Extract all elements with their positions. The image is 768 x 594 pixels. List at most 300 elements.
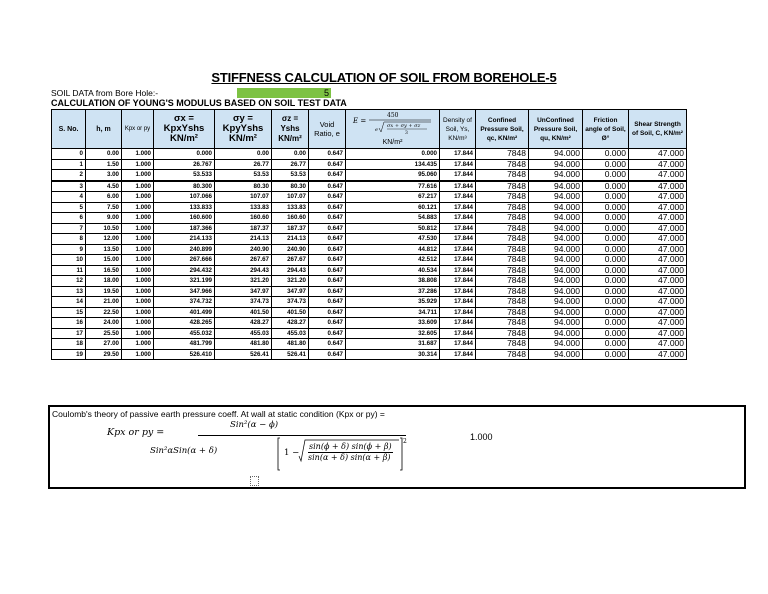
cell-k[interactable]: 1.000	[122, 234, 154, 245]
cell-density[interactable]: 17.844	[440, 318, 476, 329]
cell-depth[interactable]: 9.00	[86, 213, 122, 224]
cell-youngs-modulus[interactable]: 0.000	[346, 149, 440, 160]
table-row	[52, 192, 687, 203]
header-void-ratio: Void Ratio, e	[309, 110, 346, 149]
sigma-x-unit: KN/m²	[170, 133, 198, 144]
cell-sno[interactable]: 2	[52, 170, 86, 181]
cell-density[interactable]: 17.844	[440, 149, 476, 160]
cell-confined-pressure[interactable]: 7848	[476, 318, 529, 329]
cell-youngs-modulus[interactable]: 47.530	[346, 234, 440, 245]
cell-sigma-x[interactable]: 455.032	[154, 328, 215, 339]
cell-shear-strength[interactable]: 47.000	[629, 307, 687, 318]
table-row	[52, 223, 687, 234]
cell-void-ratio[interactable]: 0.647	[309, 297, 346, 308]
cell-youngs-modulus[interactable]: 95.060	[346, 170, 440, 181]
table-row	[52, 181, 687, 192]
cell-youngs-modulus[interactable]: 67.217	[346, 192, 440, 203]
cell-unconfined-pressure[interactable]: 94.000	[529, 328, 583, 339]
cell-void-ratio[interactable]: 0.647	[309, 181, 346, 192]
cell-depth[interactable]: 0.00	[86, 149, 122, 160]
cell-shear-strength[interactable]: 47.000	[629, 159, 687, 170]
cell-density[interactable]: 17.844	[440, 276, 476, 287]
cell-friction-angle[interactable]: 0.000	[583, 202, 629, 213]
cell-void-ratio[interactable]: 0.647	[309, 328, 346, 339]
cell-sigma-x[interactable]: 374.732	[154, 297, 215, 308]
header-sigma-y	[215, 110, 272, 149]
cell-sigma-y[interactable]: 526.41	[215, 349, 272, 360]
cell-k[interactable]: 1.000	[122, 244, 154, 255]
header-sigma-z	[272, 110, 309, 149]
coulomb-formula-box	[48, 405, 746, 489]
cell-depth[interactable]: 27.00	[86, 339, 122, 350]
cell-shear-strength[interactable]: 47.000	[629, 192, 687, 203]
cell-sigma-y[interactable]: 214.13	[215, 234, 272, 245]
cell-shear-strength[interactable]: 47.000	[629, 223, 687, 234]
cell-youngs-modulus[interactable]: 44.812	[346, 244, 440, 255]
cell-shear-strength[interactable]: 47.000	[629, 339, 687, 350]
cell-cursor[interactable]	[250, 476, 259, 486]
cell-youngs-modulus[interactable]: 50.812	[346, 223, 440, 234]
cell-youngs-modulus[interactable]: 31.687	[346, 339, 440, 350]
table-row	[52, 255, 687, 266]
cell-k[interactable]: 1.000	[122, 328, 154, 339]
cell-shear-strength[interactable]: 47.000	[629, 297, 687, 308]
cell-k[interactable]: 1.000	[122, 202, 154, 213]
sigma-y-label: σy = KpyYshs	[222, 113, 264, 134]
cell-sigma-z[interactable]: 26.77	[272, 159, 309, 170]
formula-denominator: Sin²αSin(α + δ)	[150, 446, 218, 456]
cell-sigma-z[interactable]: 187.37	[272, 223, 309, 234]
cell-youngs-modulus[interactable]: 30.314	[346, 349, 440, 360]
cell-void-ratio[interactable]: 0.647	[309, 149, 346, 160]
cell-sigma-z[interactable]: 133.83	[272, 202, 309, 213]
cell-density[interactable]: 17.844	[440, 328, 476, 339]
formula-inner-fraction	[308, 442, 393, 463]
cell-depth[interactable]: 25.50	[86, 328, 122, 339]
cell-density[interactable]: 17.844	[440, 307, 476, 318]
cell-k[interactable]: 1.000	[122, 286, 154, 297]
cell-depth[interactable]: 4.50	[86, 181, 122, 192]
cell-youngs-modulus[interactable]: 54.883	[346, 213, 440, 224]
cell-friction-angle[interactable]: 0.000	[583, 286, 629, 297]
cell-sigma-x[interactable]: 347.966	[154, 286, 215, 297]
cell-youngs-modulus[interactable]: 42.512	[346, 255, 440, 266]
cell-shear-strength[interactable]: 47.000	[629, 181, 687, 192]
cell-unconfined-pressure[interactable]: 94.000	[529, 339, 583, 350]
cell-k[interactable]: 1.000	[122, 255, 154, 266]
cell-k[interactable]: 1.000	[122, 181, 154, 192]
cell-sigma-z[interactable]: 240.90	[272, 244, 309, 255]
cell-sigma-y[interactable]: 374.73	[215, 297, 272, 308]
cell-unconfined-pressure[interactable]: 94.000	[529, 202, 583, 213]
cell-void-ratio[interactable]: 0.647	[309, 223, 346, 234]
cell-density[interactable]: 17.844	[440, 265, 476, 276]
cell-sigma-y[interactable]: 267.67	[215, 255, 272, 266]
cell-depth[interactable]: 13.50	[86, 244, 122, 255]
cell-confined-pressure[interactable]: 7848	[476, 202, 529, 213]
youngs-modulus-unit: KN/m²	[382, 139, 403, 146]
table-row	[52, 149, 687, 160]
cell-k[interactable]: 1.000	[122, 276, 154, 287]
cell-confined-pressure[interactable]: 7848	[476, 159, 529, 170]
cell-depth[interactable]: 1.50	[86, 159, 122, 170]
cell-unconfined-pressure[interactable]: 94.000	[529, 244, 583, 255]
cell-friction-angle[interactable]: 0.000	[583, 339, 629, 350]
cell-sigma-y[interactable]: 240.90	[215, 244, 272, 255]
cell-shear-strength[interactable]: 47.000	[629, 244, 687, 255]
cell-friction-angle[interactable]: 0.000	[583, 234, 629, 245]
cell-unconfined-pressure[interactable]: 94.000	[529, 192, 583, 203]
cell-unconfined-pressure[interactable]: 94.000	[529, 223, 583, 234]
cell-friction-angle[interactable]: 0.000	[583, 318, 629, 329]
cell-void-ratio[interactable]: 0.647	[309, 213, 346, 224]
cell-k[interactable]: 1.000	[122, 297, 154, 308]
cell-sigma-x[interactable]: 26.767	[154, 159, 215, 170]
cell-youngs-modulus[interactable]: 32.605	[346, 328, 440, 339]
cell-unconfined-pressure[interactable]: 94.000	[529, 170, 583, 181]
cell-void-ratio[interactable]: 0.647	[309, 276, 346, 287]
cell-sigma-z[interactable]: 455.03	[272, 328, 309, 339]
cell-depth[interactable]: 29.50	[86, 349, 122, 360]
cell-unconfined-pressure[interactable]: 94.000	[529, 318, 583, 329]
cell-sigma-y[interactable]: 0.00	[215, 149, 272, 160]
cell-friction-angle[interactable]: 0.000	[583, 307, 629, 318]
cell-sigma-x[interactable]: 294.432	[154, 265, 215, 276]
cell-sigma-y[interactable]: 321.20	[215, 276, 272, 287]
cell-sigma-z[interactable]: 321.20	[272, 276, 309, 287]
formula-intro: Coulomb's theory of passive earth pressure coeff. At wall at static condition (Kpx or py) =	[52, 409, 385, 419]
cell-shear-strength[interactable]: 47.000	[629, 202, 687, 213]
header-sno: S. No.	[52, 110, 86, 149]
cell-sno[interactable]: 10	[52, 255, 86, 266]
cell-depth[interactable]: 22.50	[86, 307, 122, 318]
cell-shear-strength[interactable]: 47.000	[629, 255, 687, 266]
header-sigma-x	[154, 110, 215, 149]
cell-k[interactable]: 1.000	[122, 213, 154, 224]
sigma-z-label: σz = Yshs	[280, 114, 300, 133]
table-row	[52, 159, 687, 170]
table-row	[52, 265, 687, 276]
cell-void-ratio[interactable]: 0.647	[309, 244, 346, 255]
cell-friction-angle[interactable]: 0.000	[583, 328, 629, 339]
cell-friction-angle[interactable]: 0.000	[583, 223, 629, 234]
cell-shear-strength[interactable]: 47.000	[629, 276, 687, 287]
cell-density[interactable]: 17.844	[440, 297, 476, 308]
cell-sigma-z[interactable]: 374.73	[272, 297, 309, 308]
cell-depth[interactable]: 19.50	[86, 286, 122, 297]
cell-sigma-x[interactable]: 401.499	[154, 307, 215, 318]
header-youngs-modulus	[346, 110, 440, 149]
cell-depth[interactable]: 18.00	[86, 276, 122, 287]
cell-unconfined-pressure[interactable]: 94.000	[529, 213, 583, 224]
cell-sigma-x[interactable]: 133.833	[154, 202, 215, 213]
cell-sno[interactable]: 19	[52, 349, 86, 360]
svg-text:3: 3	[404, 131, 408, 136]
cell-confined-pressure[interactable]: 7848	[476, 307, 529, 318]
header-confined-pressure: Confined Pressure Soil, qc, KN/m²	[476, 110, 529, 149]
table-row	[52, 297, 687, 308]
cell-unconfined-pressure[interactable]: 94.000	[529, 265, 583, 276]
cell-sno[interactable]: 8	[52, 234, 86, 245]
cell-confined-pressure[interactable]: 7848	[476, 170, 529, 181]
cell-density[interactable]: 17.844	[440, 170, 476, 181]
cell-sno[interactable]: 4	[52, 192, 86, 203]
cell-shear-strength[interactable]: 47.000	[629, 213, 687, 224]
cell-void-ratio[interactable]: 0.647	[309, 192, 346, 203]
cell-shear-strength[interactable]: 47.000	[629, 318, 687, 329]
cell-sigma-y[interactable]: 401.50	[215, 307, 272, 318]
cell-confined-pressure[interactable]: 7848	[476, 328, 529, 339]
cell-sno[interactable]: 14	[52, 297, 86, 308]
cell-shear-strength[interactable]: 47.000	[629, 349, 687, 360]
cell-depth[interactable]: 16.50	[86, 265, 122, 276]
cell-confined-pressure[interactable]: 7848	[476, 339, 529, 350]
cell-sigma-x[interactable]: 321.199	[154, 276, 215, 287]
formula-lhs: Kpx or py =	[107, 427, 165, 438]
cell-sigma-x[interactable]: 481.799	[154, 339, 215, 350]
cell-depth[interactable]: 7.50	[86, 202, 122, 213]
cell-confined-pressure[interactable]: 7848	[476, 181, 529, 192]
cell-density[interactable]: 17.844	[440, 255, 476, 266]
cell-void-ratio[interactable]: 0.647	[309, 307, 346, 318]
cell-friction-angle[interactable]: 0.000	[583, 276, 629, 287]
cell-youngs-modulus[interactable]: 34.711	[346, 307, 440, 318]
cell-sigma-z[interactable]: 214.13	[272, 234, 309, 245]
cell-sigma-x[interactable]: 428.265	[154, 318, 215, 329]
cell-friction-angle[interactable]: 0.000	[583, 181, 629, 192]
svg-text:e: e	[374, 127, 378, 133]
cell-confined-pressure[interactable]: 7848	[476, 286, 529, 297]
cell-void-ratio[interactable]: 0.647	[309, 349, 346, 360]
cell-sigma-y[interactable]: 481.80	[215, 339, 272, 350]
cell-depth[interactable]: 12.00	[86, 234, 122, 245]
formula-numerator: Sin²(α − ϕ)	[230, 420, 279, 430]
cell-k[interactable]: 1.000	[122, 307, 154, 318]
formula-inner-top: sin(ϕ + δ) sin(ϕ + β)	[309, 442, 392, 451]
cell-shear-strength[interactable]: 47.000	[629, 328, 687, 339]
cell-sno[interactable]: 1	[52, 159, 86, 170]
cell-unconfined-pressure[interactable]: 94.000	[529, 159, 583, 170]
cell-k[interactable]: 1.000	[122, 170, 154, 181]
cell-youngs-modulus[interactable]: 60.121	[346, 202, 440, 213]
cell-density[interactable]: 17.844	[440, 349, 476, 360]
cell-sno[interactable]: 5	[52, 202, 86, 213]
cell-sigma-z[interactable]: 53.53	[272, 170, 309, 181]
sigma-x-label: σx = KpxYshs	[163, 113, 205, 134]
cell-sno[interactable]: 3	[52, 181, 86, 192]
cell-shear-strength[interactable]: 47.000	[629, 149, 687, 160]
cell-density[interactable]: 17.844	[440, 192, 476, 203]
cell-confined-pressure[interactable]: 7848	[476, 276, 529, 287]
cell-void-ratio[interactable]: 0.647	[309, 255, 346, 266]
cell-sigma-y[interactable]: 160.60	[215, 213, 272, 224]
cell-youngs-modulus[interactable]: 37.286	[346, 286, 440, 297]
cell-k[interactable]: 1.000	[122, 159, 154, 170]
cell-sigma-z[interactable]: 80.30	[272, 181, 309, 192]
page-title: STIFFNESS CALCULATION OF SOIL FROM BOREHOLE-5	[211, 70, 557, 85]
cell-friction-angle[interactable]: 0.000	[583, 159, 629, 170]
cell-youngs-modulus[interactable]: 40.534	[346, 265, 440, 276]
cell-sno[interactable]: 12	[52, 276, 86, 287]
soil-data-table	[51, 109, 687, 360]
cell-friction-angle[interactable]: 0.000	[583, 265, 629, 276]
cell-unconfined-pressure[interactable]: 94.000	[529, 297, 583, 308]
cell-sigma-x[interactable]: 267.666	[154, 255, 215, 266]
table-row	[52, 213, 687, 224]
cell-density[interactable]: 17.844	[440, 339, 476, 350]
cell-k[interactable]: 1.000	[122, 149, 154, 160]
cell-sno[interactable]: 7	[52, 223, 86, 234]
cell-void-ratio[interactable]: 0.647	[309, 202, 346, 213]
cell-friction-angle[interactable]: 0.000	[583, 170, 629, 181]
cell-density[interactable]: 17.844	[440, 244, 476, 255]
cell-k[interactable]: 1.000	[122, 339, 154, 350]
soil-data-label: SOIL DATA from Bore Hole:-	[51, 88, 159, 98]
cell-sigma-x[interactable]: 214.133	[154, 234, 215, 245]
cell-confined-pressure[interactable]: 7848	[476, 234, 529, 245]
cell-confined-pressure[interactable]: 7848	[476, 255, 529, 266]
cell-sno[interactable]: 18	[52, 339, 86, 350]
cell-sigma-y[interactable]: 107.07	[215, 192, 272, 203]
cell-friction-angle[interactable]: 0.000	[583, 149, 629, 160]
cell-density[interactable]: 17.844	[440, 159, 476, 170]
cell-sno[interactable]: 17	[52, 328, 86, 339]
cell-sigma-y[interactable]: 187.37	[215, 223, 272, 234]
cell-density[interactable]: 17.844	[440, 202, 476, 213]
cell-sigma-z[interactable]: 347.97	[272, 286, 309, 297]
cell-confined-pressure[interactable]: 7848	[476, 265, 529, 276]
cell-friction-angle[interactable]: 0.000	[583, 192, 629, 203]
cell-density[interactable]: 17.844	[440, 234, 476, 245]
cell-depth[interactable]: 6.00	[86, 192, 122, 203]
cell-sno[interactable]: 15	[52, 307, 86, 318]
cell-void-ratio[interactable]: 0.647	[309, 318, 346, 329]
cell-youngs-modulus[interactable]: 134.435	[346, 159, 440, 170]
cell-sigma-z[interactable]: 160.60	[272, 213, 309, 224]
cell-shear-strength[interactable]: 47.000	[629, 286, 687, 297]
cell-sno[interactable]: 13	[52, 286, 86, 297]
svg-text:450: 450	[386, 112, 398, 119]
cell-unconfined-pressure[interactable]: 94.000	[529, 181, 583, 192]
cell-friction-angle[interactable]: 0.000	[583, 255, 629, 266]
cell-sigma-z[interactable]: 526.41	[272, 349, 309, 360]
cell-friction-angle[interactable]: 0.000	[583, 297, 629, 308]
cell-sigma-x[interactable]: 187.366	[154, 223, 215, 234]
cell-k[interactable]: 1.000	[122, 349, 154, 360]
cell-sigma-z[interactable]: 294.43	[272, 265, 309, 276]
cell-unconfined-pressure[interactable]: 94.000	[529, 349, 583, 360]
cell-sigma-y[interactable]: 80.30	[215, 181, 272, 192]
cell-unconfined-pressure[interactable]: 94.000	[529, 149, 583, 160]
cell-void-ratio[interactable]: 0.647	[309, 159, 346, 170]
cell-density[interactable]: 17.844	[440, 181, 476, 192]
cell-density[interactable]: 17.844	[440, 286, 476, 297]
header-k: Kpx or py	[122, 110, 154, 149]
cell-confined-pressure[interactable]: 7848	[476, 349, 529, 360]
cell-sigma-y[interactable]: 53.53	[215, 170, 272, 181]
cell-k[interactable]: 1.000	[122, 318, 154, 329]
cell-sigma-y[interactable]: 26.77	[215, 159, 272, 170]
cell-shear-strength[interactable]: 47.000	[629, 265, 687, 276]
cell-sigma-x[interactable]: 0.000	[154, 149, 215, 160]
cell-friction-angle[interactable]: 0.000	[583, 244, 629, 255]
cell-youngs-modulus[interactable]: 33.609	[346, 318, 440, 329]
cell-youngs-modulus[interactable]: 35.929	[346, 297, 440, 308]
cell-sigma-y[interactable]: 294.43	[215, 265, 272, 276]
cell-depth[interactable]: 15.00	[86, 255, 122, 266]
cell-depth[interactable]: 24.00	[86, 318, 122, 329]
cell-sno[interactable]: 11	[52, 265, 86, 276]
sigma-y-unit: KN/m²	[229, 133, 257, 144]
cell-depth[interactable]: 10.50	[86, 223, 122, 234]
cell-friction-angle[interactable]: 0.000	[583, 213, 629, 224]
cell-k[interactable]: 1.000	[122, 192, 154, 203]
cell-sigma-x[interactable]: 107.066	[154, 192, 215, 203]
cell-void-ratio[interactable]: 0.647	[309, 234, 346, 245]
cell-sigma-z[interactable]: 0.00	[272, 149, 309, 160]
cell-friction-angle[interactable]: 0.000	[583, 349, 629, 360]
cell-confined-pressure[interactable]: 7848	[476, 213, 529, 224]
cell-confined-pressure[interactable]: 7848	[476, 297, 529, 308]
cell-sigma-y[interactable]: 428.27	[215, 318, 272, 329]
cell-shear-strength[interactable]: 47.000	[629, 170, 687, 181]
cell-confined-pressure[interactable]: 7848	[476, 223, 529, 234]
borehole-number-cell[interactable]: 5	[237, 88, 331, 98]
cell-sigma-x[interactable]: 240.899	[154, 244, 215, 255]
header-density: Density of Soil, Ys, KN/m³	[440, 110, 476, 149]
cell-sigma-z[interactable]: 428.27	[272, 318, 309, 329]
cell-sigma-x[interactable]: 80.300	[154, 181, 215, 192]
cell-confined-pressure[interactable]: 7848	[476, 244, 529, 255]
cell-sno[interactable]: 0	[52, 149, 86, 160]
cell-sigma-z[interactable]: 481.80	[272, 339, 309, 350]
cell-sigma-x[interactable]: 53.533	[154, 170, 215, 181]
cell-sno[interactable]: 6	[52, 213, 86, 224]
cell-void-ratio[interactable]: 0.647	[309, 265, 346, 276]
cell-unconfined-pressure[interactable]: 94.000	[529, 307, 583, 318]
cell-unconfined-pressure[interactable]: 94.000	[529, 255, 583, 266]
cell-confined-pressure[interactable]: 7848	[476, 192, 529, 203]
cell-void-ratio[interactable]: 0.647	[309, 339, 346, 350]
cell-k[interactable]: 1.000	[122, 265, 154, 276]
cell-unconfined-pressure[interactable]: 94.000	[529, 234, 583, 245]
cell-sigma-x[interactable]: 160.600	[154, 213, 215, 224]
header-shear-strength: Shear Strength of Soil, C, KN/m²	[629, 110, 687, 149]
cell-youngs-modulus[interactable]: 38.808	[346, 276, 440, 287]
cell-confined-pressure[interactable]: 7848	[476, 149, 529, 160]
cell-density[interactable]: 17.844	[440, 223, 476, 234]
cell-void-ratio[interactable]: 0.647	[309, 286, 346, 297]
cell-sigma-z[interactable]: 401.50	[272, 307, 309, 318]
cell-unconfined-pressure[interactable]: 94.000	[529, 286, 583, 297]
cell-depth[interactable]: 3.00	[86, 170, 122, 181]
cell-sigma-z[interactable]: 267.67	[272, 255, 309, 266]
cell-sigma-y[interactable]: 455.03	[215, 328, 272, 339]
cell-sno[interactable]: 16	[52, 318, 86, 329]
cell-youngs-modulus[interactable]: 77.616	[346, 181, 440, 192]
cell-sigma-y[interactable]: 347.97	[215, 286, 272, 297]
cell-depth[interactable]: 21.00	[86, 297, 122, 308]
cell-sigma-z[interactable]: 107.07	[272, 192, 309, 203]
cell-shear-strength[interactable]: 47.000	[629, 234, 687, 245]
cell-unconfined-pressure[interactable]: 94.000	[529, 276, 583, 287]
cell-sigma-x[interactable]: 526.410	[154, 349, 215, 360]
cell-sno[interactable]: 9	[52, 244, 86, 255]
cell-k[interactable]: 1.000	[122, 223, 154, 234]
cell-density[interactable]: 17.844	[440, 213, 476, 224]
cell-sigma-y[interactable]: 133.83	[215, 202, 272, 213]
cell-void-ratio[interactable]: 0.647	[309, 170, 346, 181]
